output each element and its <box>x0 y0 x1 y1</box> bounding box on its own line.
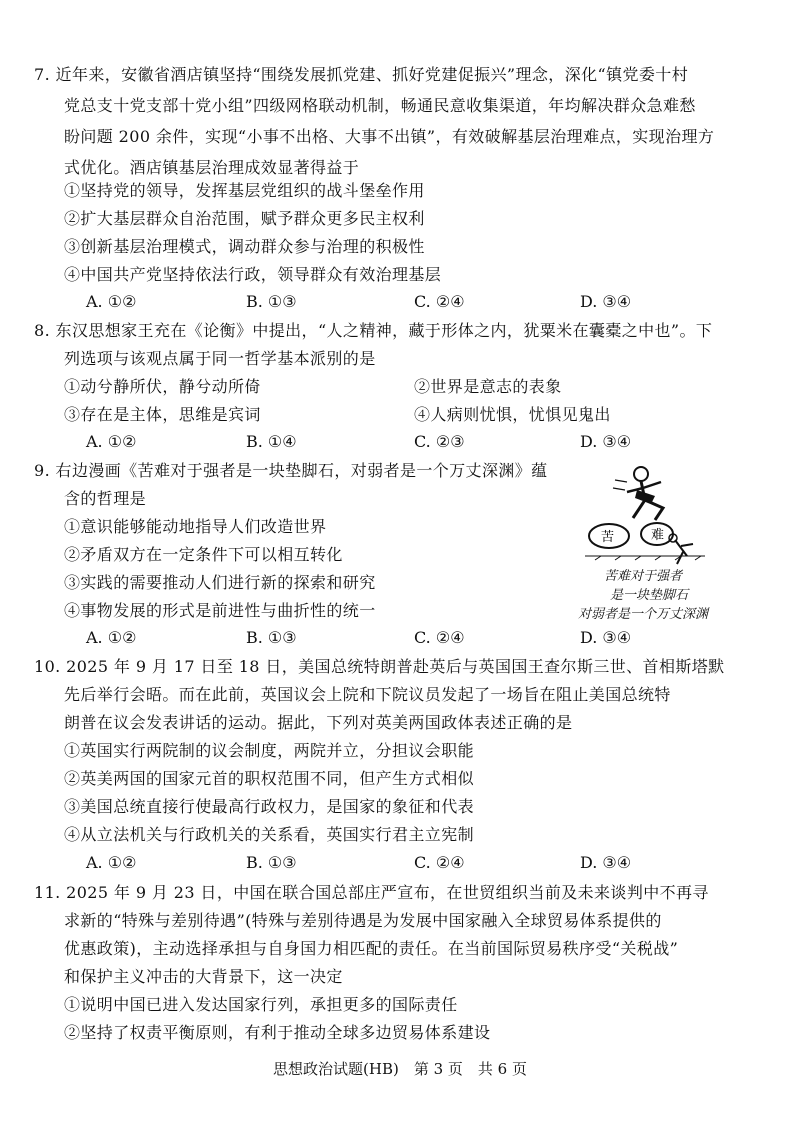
q8-option-b: B. ①④ <box>246 432 297 451</box>
q11-item-2: ②坚持了权责平衡原则，有利于推动全球多边贸易体系建设 <box>64 1023 491 1042</box>
q9-stem-line-2: 含的哲理是 <box>64 489 147 508</box>
q10-option-b: B. ①③ <box>246 853 297 872</box>
q9-item-3: ③实践的需要推动人们进行新的探索和研究 <box>64 573 376 592</box>
q10-item-2: ②英美两国的国家元首的职权范围不同，但产生方式相似 <box>64 769 475 788</box>
q10-item-4: ④从立法机关与行政机关的关系看，英国实行君主立宪制 <box>64 825 475 844</box>
q8-stem-line-1: 8. 东汉思想家王充在《论衡》中提出，“人之精神，藏于形体之内，犹粟米在囊橐之中也”。下 <box>34 321 713 340</box>
q10-option-a: A. ①② <box>86 853 137 872</box>
q9-option-b: B. ①③ <box>246 628 297 647</box>
q10-option-d: D. ③④ <box>580 853 632 872</box>
q7-stem-line-2: 党总支十党支部十党小组”四级网格联动机制，畅通民意收集渠道，年均解决群众急难愁 <box>64 96 696 115</box>
q11-stem-line-1: 11. 2025 年 9 月 23 日，中国在联合国总部庄严宣布，在世贸组织当前及未来谈判中不再寻 <box>34 883 709 902</box>
q7-stem-line-4: 式优化。酒店镇基层治理成效显著得益于 <box>64 158 360 177</box>
q8-stem-line-2: 列选项与该观点属于同一哲学基本派别的是 <box>64 349 376 368</box>
q7-item-1: ①坚持党的领导，发挥基层党组织的战斗堡垒作用 <box>64 181 425 200</box>
q9-item-1: ①意识能够能动地指导人们改造世界 <box>64 517 327 536</box>
cartoon-caption-line-2: 是一块垫脚石 <box>610 588 689 603</box>
cartoon-caption-line-3: 对弱者是一个万丈深渊 <box>578 607 709 622</box>
q9-option-c: C. ②④ <box>414 628 465 647</box>
q8-option-c: C. ②③ <box>414 432 465 451</box>
cartoon-drawing <box>575 460 715 570</box>
q9-option-a: A. ①② <box>86 628 137 647</box>
q7-item-4: ④中国共产党坚持依法行政，领导群众有效治理基层 <box>64 265 442 284</box>
q11-stem-line-2: 求新的“特殊与差别待遇”(特殊与差别待遇是为发展中国家融入全球贸易体系提供的 <box>64 911 662 930</box>
q9-item-4: ④事物发展的形式是前进性与曲折性的统一 <box>64 601 376 620</box>
page-footer: 思想政治试题(HB) 第 3 页 共 6 页 <box>273 1060 527 1078</box>
rock-label-nan: 难 <box>651 528 665 543</box>
q7-stem-line-3: 盼问题 200 余件，实现“小事不出格、大事不出镇”，有效破解基层治理难点，实现治理方 <box>64 127 715 146</box>
q8-item-1: ①动兮静所伏，静兮动所倚 <box>64 377 261 396</box>
q11-stem-line-4: 和保护主义冲击的大背景下，这一决定 <box>64 967 343 986</box>
q10-stem-line-1: 10. 2025 年 9 月 17 日至 18 日，美国总统特朗普赴英后与英国国王查尔斯三世、首相斯塔默 <box>34 657 725 676</box>
q8-option-a: A. ①② <box>86 432 137 451</box>
q7-item-3: ③创新基层治理模式，调动群众参与治理的积极性 <box>64 237 425 256</box>
q7-option-c: C. ②④ <box>414 292 465 311</box>
q10-item-1: ①英国实行两院制的议会制度，两院并立，分担议会职能 <box>64 741 475 760</box>
q9-stem-line-1: 9. 右边漫画《苦难对于强者是一块垫脚石，对弱者是一个万丈深渊》蕴 <box>34 461 548 480</box>
cartoon-caption-line-1: 苦难对于强者 <box>604 569 683 584</box>
q7-item-2: ②扩大基层群众自治范围，赋予群众更多民主权利 <box>64 209 425 228</box>
q11-stem-line-3: 优惠政策)，主动选择承担与自身国力相匹配的责任。在当前国际贸易秩序受“关税战” <box>64 939 679 958</box>
q10-stem-line-2: 先后举行会晤。而在此前，英国议会上院和下院议员发起了一场旨在阻止美国总统特 <box>64 685 671 704</box>
q10-item-3: ③美国总统直接行使最高行政权力，是国家的象征和代表 <box>64 797 475 816</box>
q8-item-3: ③存在是主体，思维是宾词 <box>64 405 261 424</box>
q11-item-1: ①说明中国已进入发达国家行列，承担更多的国际责任 <box>64 995 458 1014</box>
q10-stem-line-3: 朗普在议会发表讲话的运动。据此，下列对英美两国政体表述正确的是 <box>64 713 573 732</box>
q9-option-d: D. ③④ <box>580 628 632 647</box>
q7-option-a: A. ①② <box>86 292 137 311</box>
q7-option-d: D. ③④ <box>580 292 632 311</box>
q9-item-2: ②矛盾双方在一定条件下可以相互转化 <box>64 545 343 564</box>
q8-item-2: ②世界是意志的表象 <box>414 377 562 396</box>
rock-label-ku: 苦 <box>601 530 615 545</box>
q7-stem-line-1: 7. 近年来，安徽省酒店镇坚持“围绕发展抓党建、抓好党建促振兴”理念，深化“镇党委十村 <box>34 65 689 84</box>
q8-option-d: D. ③④ <box>580 432 632 451</box>
q10-option-c: C. ②④ <box>414 853 465 872</box>
q7-option-b: B. ①③ <box>246 292 297 311</box>
q8-item-4: ④人病则忧惧，忧惧见鬼出 <box>414 405 611 424</box>
